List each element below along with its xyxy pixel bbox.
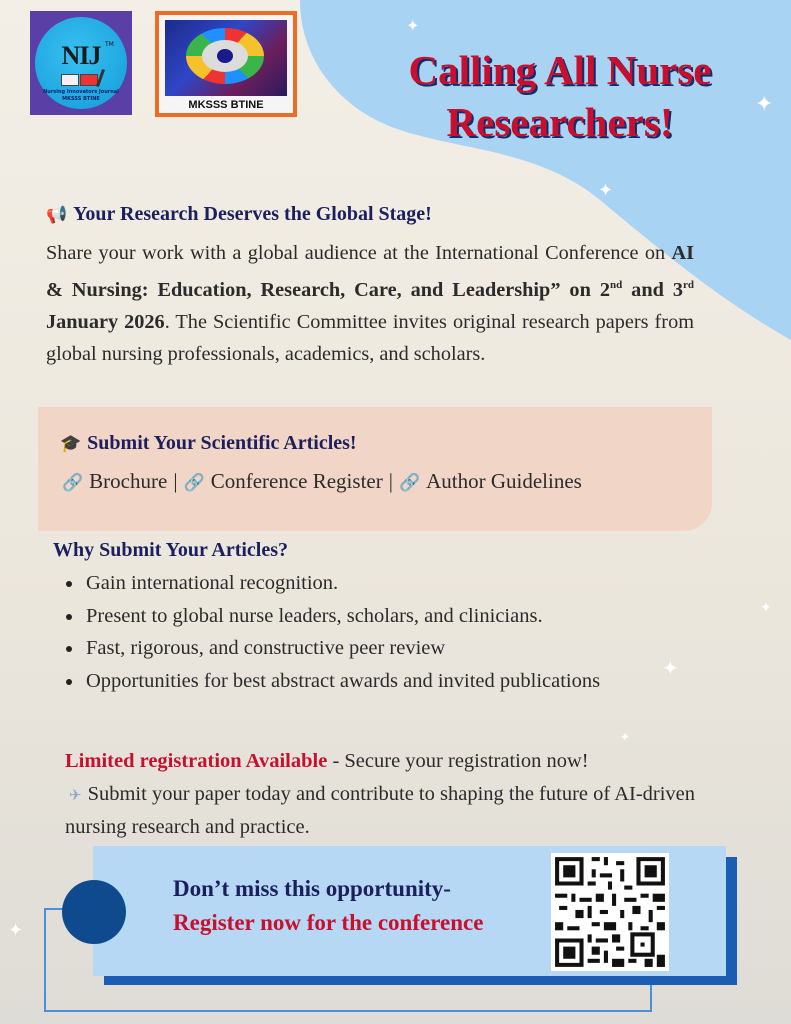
- sparkle-icon: ✦: [760, 600, 772, 616]
- nij-logo-tm: TM: [105, 41, 114, 48]
- sparkle-icon: ✦: [755, 92, 774, 117]
- list-item-text: Gain international recognition.: [86, 572, 339, 594]
- sparkle-icon: ✦: [662, 656, 679, 680]
- bullet-icon: [66, 679, 72, 685]
- intro-text-2: . The Scientific Committee invites original research papers from global nursing professionals, academics, and scholars.: [46, 311, 694, 366]
- conference-date-2: and 3: [622, 278, 683, 301]
- list-item-text: Present to global nurse leaders, scholars, and clinicians.: [86, 604, 543, 627]
- author-guidelines-link[interactable]: [399, 469, 582, 493]
- bullet-icon: [66, 614, 72, 620]
- link-separator: |: [173, 469, 178, 493]
- list-item: [66, 600, 666, 633]
- date-suffix: rd: [683, 279, 694, 292]
- list-item-text: Fast, rigorous, and constructive peer review: [86, 637, 446, 659]
- why-list: [66, 567, 666, 697]
- author-guidelines-link-label[interactable]: Author Guidelines: [426, 469, 582, 493]
- megaphone-icon: 📢: [46, 205, 68, 225]
- conference-title: AI & Nursing: Education, Research, Care, and Leadership” on 2: [46, 242, 694, 301]
- sparkle-icon: ✦: [406, 16, 420, 35]
- graduation-cap-icon: 🎓: [60, 434, 82, 454]
- brochure-link-label[interactable]: Brochure: [89, 469, 168, 493]
- conference-register-link[interactable]: [184, 469, 383, 493]
- date-suffix: nd: [609, 279, 623, 292]
- intro-text-1: Share your work with a global audience at the International Conference on: [46, 242, 672, 264]
- book-icon: [61, 74, 79, 86]
- mksss-emblem-art: [165, 20, 287, 96]
- sparkle-icon: ✦: [8, 920, 24, 941]
- submit-heading-text: Submit Your Scientific Articles!: [87, 432, 357, 454]
- register-now-cta[interactable]: Register now for the conference: [173, 910, 484, 935]
- intro-heading: [46, 203, 432, 226]
- paper-plane-icon: ✈: [69, 785, 82, 804]
- mksss-btine-logo: [155, 11, 297, 117]
- link-separator: |: [388, 469, 393, 493]
- why-heading: Why Submit Your Articles?: [53, 539, 289, 561]
- brochure-link[interactable]: [62, 469, 167, 493]
- qr-code[interactable]: [551, 853, 669, 971]
- page-headline: Calling All Nurse Researchers!: [408, 47, 712, 145]
- conference-date-3: January 2026: [46, 311, 165, 334]
- limited-registration-text: Limited registration Available: [65, 750, 328, 772]
- intro-paragraph: [46, 237, 694, 371]
- submit-paper-text: Submit your paper today and contribute to shaping the future of AI-driven nursing research and practice.: [65, 782, 696, 838]
- nij-logo-circle: [35, 17, 127, 109]
- registration-note: [65, 745, 715, 844]
- intro-heading-text: Your Research Deserves the Global Stage!: [73, 203, 432, 225]
- submit-links: [62, 469, 582, 494]
- submit-articles-box: [38, 407, 712, 531]
- sparkle-icon: ✦: [620, 730, 631, 744]
- list-item: [66, 665, 666, 698]
- nij-logo-journal-name: Nursing Innovators Journal: [43, 89, 119, 95]
- link-icon: 🔗: [398, 473, 421, 493]
- cta-line-1: Don’t miss this opportunity-: [173, 876, 451, 901]
- mksss-logo-label: MKSSS BTINE: [188, 99, 264, 111]
- decorative-circle: [62, 880, 126, 944]
- link-icon: 🔗: [183, 473, 205, 493]
- nij-logo-org: MKSSS BTINE: [62, 96, 100, 102]
- conference-register-link-label[interactable]: Conference Register: [210, 469, 383, 493]
- link-icon: 🔗: [62, 473, 84, 493]
- bullet-icon: [66, 646, 72, 652]
- list-item: [66, 632, 666, 665]
- list-item-text: Opportunities for best abstract awards and invited publications: [86, 669, 601, 692]
- sparkle-icon: ✦: [598, 180, 614, 201]
- submit-heading: [60, 432, 357, 455]
- bullet-icon: [66, 581, 72, 587]
- secure-registration-text: - Secure your registration now!: [327, 750, 589, 772]
- nij-logo-abbr: NIJ: [61, 41, 101, 70]
- nij-logo: [30, 11, 132, 115]
- list-item: [66, 567, 666, 600]
